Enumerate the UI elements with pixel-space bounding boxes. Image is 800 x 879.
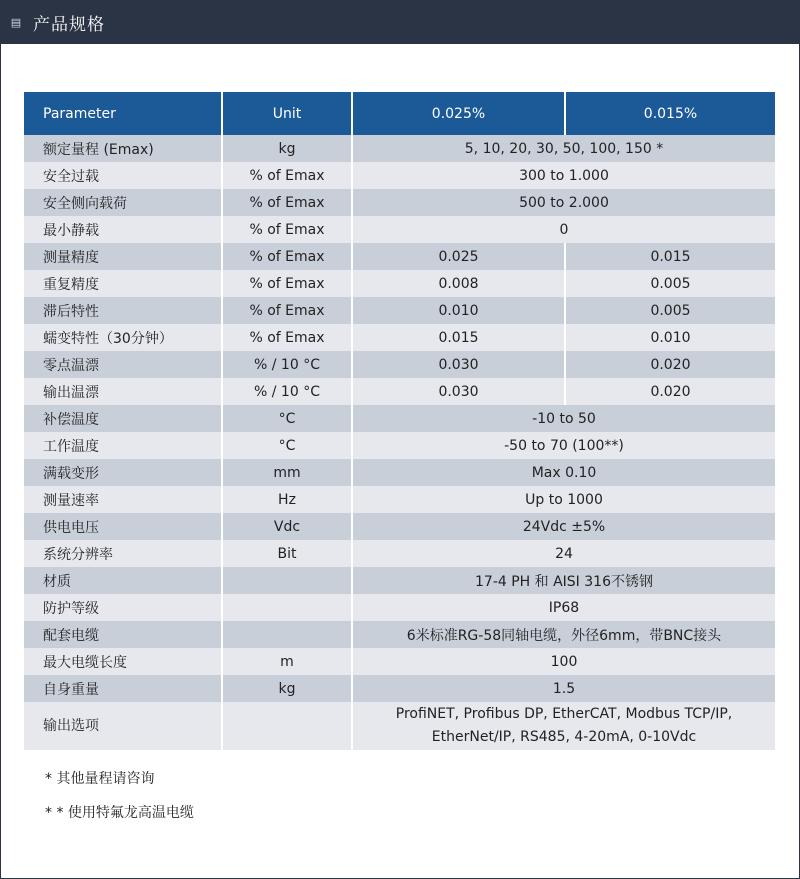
param-value-0025: 0.025 (352, 243, 565, 270)
footnote: * 其他量程请咨询 (45, 771, 155, 787)
table-row (24, 513, 775, 540)
param-value (352, 189, 775, 216)
param-value-0025: 0.010 (352, 297, 565, 324)
param-unit (222, 702, 352, 750)
param-unit: % of Emax (222, 216, 352, 243)
param-unit: Hz (222, 486, 352, 513)
footnotes (45, 768, 194, 836)
param-name: 补偿温度 (24, 405, 222, 432)
table-row (24, 135, 775, 162)
param-name: 满载变形 (24, 459, 222, 486)
param-unit: % of Emax (222, 189, 352, 216)
param-value (352, 567, 775, 594)
table-header-row (24, 92, 775, 135)
param-value-line: 1.5 (552, 680, 576, 697)
param-value-line: 6米标准RG-58同轴电缆，外径6mm，带BNC接头 (406, 627, 722, 644)
table-row (24, 540, 775, 567)
table-row (24, 270, 775, 297)
param-value-line: 5, 10, 20, 30, 50, 100, 150 * (464, 140, 664, 157)
table-row (24, 351, 775, 378)
header-parameter: Parameter (24, 92, 222, 135)
param-unit: Bit (222, 540, 352, 567)
param-value-line: 17-4 PH 和 AISI 316不锈钢 (475, 573, 653, 590)
table-row (24, 297, 775, 324)
param-value (352, 216, 775, 243)
param-value (352, 135, 775, 162)
param-unit: % of Emax (222, 162, 352, 189)
spec-table-body (24, 135, 775, 750)
param-name: 零点温漂 (24, 351, 222, 378)
param-value-0025: 0.030 (352, 351, 565, 378)
param-name: 工作温度 (24, 432, 222, 459)
param-value-line: ProfiNET, Profibus DP, EtherCAT, Modbus TCP/IP, (395, 706, 733, 722)
param-unit: % of Emax (222, 297, 352, 324)
param-unit (222, 567, 352, 594)
param-value-0015: 0.020 (565, 351, 775, 378)
param-name: 蠕变特性（30分钟） (24, 324, 222, 351)
param-name: 输出温漂 (24, 378, 222, 405)
param-unit: kg (222, 135, 352, 162)
param-value-0015: 0.015 (565, 243, 775, 270)
table-row (24, 243, 775, 270)
param-name: 材质 (24, 567, 222, 594)
param-unit (222, 594, 352, 621)
param-value (352, 594, 775, 621)
table-row (24, 162, 775, 189)
param-value (352, 540, 775, 567)
param-value-0015: 0.005 (565, 270, 775, 297)
param-unit: mm (222, 459, 352, 486)
param-unit: °C (222, 405, 352, 432)
param-name: 防护等级 (24, 594, 222, 621)
param-value-line: Max 0.10 (531, 464, 597, 481)
param-value (352, 432, 775, 459)
param-unit: % of Emax (222, 243, 352, 270)
table-row (24, 378, 775, 405)
param-value (352, 702, 775, 750)
param-value-0025: 0.030 (352, 378, 565, 405)
param-value-0015: 0.020 (565, 378, 775, 405)
param-value-0015: 0.010 (565, 324, 775, 351)
table-row (24, 702, 775, 750)
footnote: * * 使用特氟龙高温电缆 (45, 805, 194, 821)
param-value-line: 100 (550, 653, 578, 670)
param-name: 自身重量 (24, 675, 222, 702)
param-unit: m (222, 648, 352, 675)
section-title: 产品规格 (33, 15, 105, 35)
param-unit: % of Emax (222, 270, 352, 297)
spec-table (24, 92, 775, 750)
param-value (352, 675, 775, 702)
param-value-line: Up to 1000 (525, 491, 603, 508)
param-value-0025: 0.015 (352, 324, 565, 351)
param-name: 重复精度 (24, 270, 222, 297)
param-value-line: 0 (559, 221, 569, 238)
param-value (352, 621, 775, 648)
param-name: 最大电缆长度 (24, 648, 222, 675)
param-name: 额定量程 (Emax) (24, 135, 222, 162)
param-name: 滞后特性 (24, 297, 222, 324)
param-name: 系统分辨率 (24, 540, 222, 567)
param-value-line: EtherNet/IP, RS485, 4-20mA, 0-10Vdc (431, 729, 697, 745)
table-row (24, 459, 775, 486)
param-name: 安全侧向载荷 (24, 189, 222, 216)
param-value-line: -10 to 50 (532, 410, 596, 427)
param-value (352, 648, 775, 675)
table-row (24, 486, 775, 513)
param-unit (222, 621, 352, 648)
param-name: 输出选项 (24, 702, 222, 750)
param-unit: % / 10 °C (222, 378, 352, 405)
param-value (352, 405, 775, 432)
param-name: 测量精度 (24, 243, 222, 270)
table-row (24, 432, 775, 459)
param-value (352, 162, 775, 189)
param-value-line: 300 to 1.000 (519, 167, 609, 184)
param-name: 安全过载 (24, 162, 222, 189)
table-row (24, 675, 775, 702)
param-unit: % of Emax (222, 324, 352, 351)
param-unit: kg (222, 675, 352, 702)
header-grade-0025: 0.025% (352, 92, 565, 135)
param-value-0025: 0.008 (352, 270, 565, 297)
table-row (24, 621, 775, 648)
list-icon: ▤ (10, 16, 22, 29)
param-unit: Vdc (222, 513, 352, 540)
param-value-line: -50 to 70 (100**) (504, 437, 624, 454)
header-unit: Unit (222, 92, 352, 135)
param-name: 配套电缆 (24, 621, 222, 648)
param-value (352, 459, 775, 486)
header-grade-0015: 0.015% (565, 92, 775, 135)
param-name: 测量速率 (24, 486, 222, 513)
table-row (24, 648, 775, 675)
param-unit: °C (222, 432, 352, 459)
param-name: 最小静载 (24, 216, 222, 243)
table-row (24, 324, 775, 351)
table-row (24, 189, 775, 216)
param-value (352, 513, 775, 540)
param-unit: % / 10 °C (222, 351, 352, 378)
param-value-line: IP68 (548, 599, 580, 616)
table-row (24, 567, 775, 594)
param-value (352, 486, 775, 513)
table-row (24, 594, 775, 621)
param-value-0015: 0.005 (565, 297, 775, 324)
section-header (1, 1, 799, 44)
table-row (24, 405, 775, 432)
param-value-line: 500 to 2.000 (519, 194, 609, 211)
table-row (24, 216, 775, 243)
param-value-line: 24 (555, 545, 573, 562)
param-value-line: 24Vdc ±5% (522, 518, 606, 535)
param-name: 供电电压 (24, 513, 222, 540)
